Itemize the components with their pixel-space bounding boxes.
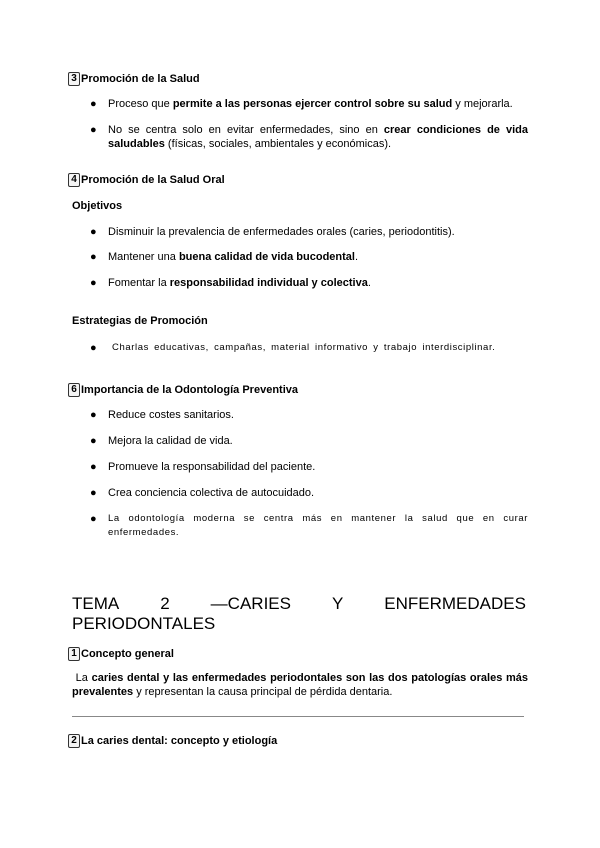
chapter-title (72, 594, 526, 634)
list-item-text: Disminuir la prevalencia de enfermedades orales (caries, periodontitis). (108, 226, 455, 238)
chapter-title-word: Y (331, 594, 344, 613)
list-item (90, 408, 528, 422)
section-number-badge: 6 (68, 383, 80, 397)
bullet-icon: ● (90, 435, 97, 447)
list-item (90, 434, 528, 448)
section-heading-caries-dental (68, 734, 277, 748)
section-title: Importancia de la Odontología Preventiva (81, 384, 298, 396)
list-item-text: Mantener una buena calidad de vida bucodental. (108, 251, 359, 263)
section-number-badge: 1 (68, 647, 80, 661)
list-item-text: Charlas educativas, campañas, material informativo y trabajo interdisciplinar. (112, 342, 496, 353)
section-title: Concepto general (81, 648, 174, 660)
list-item-text: La odontología moderna se centra más en mantener la salud que en curar enfermedades. (108, 513, 528, 538)
list-item (90, 512, 528, 540)
list-item-text: Mejora la calidad de vida. (108, 435, 233, 447)
chapter-title-line2: PERIODONTALES (72, 614, 216, 633)
section-title: Promoción de la Salud Oral (81, 174, 225, 186)
bullet-icon: ● (90, 342, 97, 354)
list-item-text: Proceso que permite a las personas ejercer control sobre su salud y mejorarla. (108, 98, 513, 110)
list-item-text: Crea conciencia colectiva de autocuidado. (108, 487, 315, 499)
bullet-icon: ● (90, 409, 97, 421)
section-number-badge: 3 (68, 72, 80, 86)
list-item (90, 460, 528, 474)
section-number-badge: 2 (68, 734, 80, 748)
section-number-badge: 4 (68, 173, 80, 187)
bullet-icon: ● (90, 98, 97, 110)
list-item (90, 276, 528, 290)
list-item-text: Promueve la responsabilidad del paciente. (108, 461, 316, 473)
list-item (90, 250, 528, 264)
section-heading-promocion-salud-oral (68, 173, 225, 187)
bullet-icon: ● (90, 251, 97, 263)
list-item (90, 341, 528, 355)
list-item (90, 97, 528, 111)
list-item (90, 123, 528, 151)
bullet-icon: ● (90, 226, 97, 238)
chapter-title-word: —CARIES (210, 594, 291, 613)
bullet-icon: ● (90, 461, 97, 473)
bullet-icon: ● (90, 277, 97, 289)
section-heading-concepto-general (68, 647, 174, 661)
subheading-objetivos: Objetivos (72, 200, 123, 212)
chapter-title-word: TEMA (72, 594, 120, 613)
list-item-text: No se centra solo en evitar enfermedades, sino en crear condiciones de vida saludables (físicas, sociales, ambientales y económicas). (108, 124, 528, 150)
section-title: La caries dental: concepto y etiología (81, 735, 278, 747)
list-item (90, 486, 528, 500)
section-heading-promocion-salud (68, 72, 200, 86)
section-heading-odontologia-preventiva (68, 383, 298, 397)
paragraph: La caries dental y las enfermedades periodontales son las dos patologías orales más prevalentes y representan la causa principal de pérdida dentaria. (72, 672, 529, 698)
list-item-text: Fomentar la responsabilidad individual y colectiva. (108, 277, 371, 289)
bullet-icon: ● (90, 487, 97, 499)
chapter-title-word: ENFERMEDADES (384, 594, 526, 613)
horizontal-divider (72, 716, 524, 717)
list-item (90, 225, 528, 239)
bullet-icon: ● (90, 124, 97, 136)
bullet-icon: ● (90, 513, 97, 525)
list-item-text: Reduce costes sanitarios. (108, 409, 234, 421)
subheading-estrategias: Estrategias de Promoción (72, 315, 208, 327)
section-title: Promoción de la Salud (81, 73, 200, 85)
chapter-title-word: 2 (160, 594, 170, 613)
